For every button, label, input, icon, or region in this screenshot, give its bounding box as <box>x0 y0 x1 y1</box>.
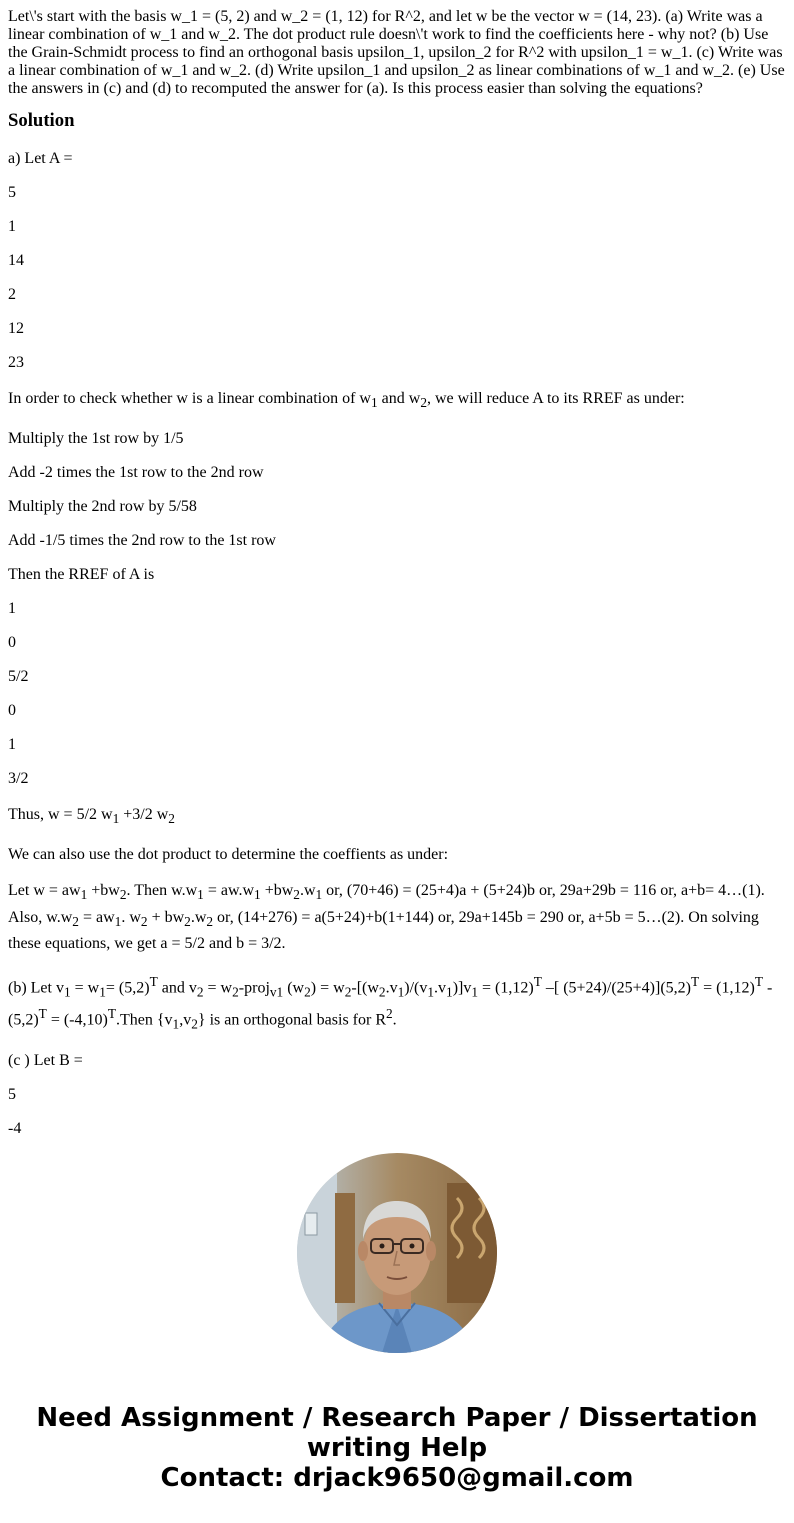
solution-document <box>8 8 788 1154</box>
matrix-a-entry: 14 <box>8 252 24 269</box>
solution-heading: Solution <box>8 110 75 131</box>
rref-entry: 0 <box>8 702 16 720</box>
part-a-intro: a) Let A = <box>8 150 73 167</box>
part-c-intro: (c ) Let B = <box>8 1051 83 1069</box>
tutor-avatar <box>297 1153 497 1353</box>
matrix-a-entry: 2 <box>8 286 16 303</box>
question-text: Let\'s start with the basis w_1 = (5, 2) and w_2 = (1, 12) for R^2, and let w be the vector w = (14, 23). (a) Write was a linear combination of w_1 and w_2. The dot product rule doesn\'t work to find the coefficients here - why not? (b) Use the Grain-Schmidt process to find an orthogonal basis upsilon_1, upsilon_2 for R^2 with upsilon_1 = w_1. (c) Write was a linear combination of w_1 and w_2. (d) Write upsilon_1 and upsilon_2 as linear combinations of w_1 and w_2. (e) Use the answers in (c) and (d) to recomputed the answer for (a). Is this process easier than solving the equations? <box>8 8 785 97</box>
tutor-portrait-image <box>297 1153 497 1353</box>
row-operation-step: Multiply the 2nd row by 5/58 <box>8 498 197 516</box>
rref-entry: 1 <box>8 600 16 618</box>
rref-check-text: In order to check whether w is a linear combination of $w_1$ and $w_2$, we will reduce A to its RREF as under: <box>8 390 685 411</box>
promo-banner <box>0 1403 794 1493</box>
dot-product-intro: We can also use the dot product to determine the coeffients as under: <box>8 846 449 864</box>
dot-product-derivation: Let $w = aw_1 +bw_2$. Then $w.w_1 = aw.w_1 +bw_2.w_1$ or, (70+46) = (25+4)a + (5+24)b or, 29a+29b = 116 or, a+b= 4…(1). Also, $w.w_2 = aw_1$. $w_2 + bw_2.w_2$ or, (14+276) = a(5+24)+b(1+144) or, 29a+145b = 290 or, a+5b = 5…(2). On solving these equations, we get a = 5/2 and b = 3/2. <box>8 882 765 952</box>
rref-intro: Then the RREF of A is <box>8 566 155 584</box>
rref-entry: 0 <box>8 634 16 652</box>
part-b-gram-schmidt: (b) Let $v_1 = w_1= (5,2)^T$ and $v_2$ = $w_2-proj_{v1}$ $(w_2) = w_2-[(w_2.v_1)/(v_1.v_1)]v_1 = (1,12)^T$ –[ $(5+24)/(25+4)](5,2)^T = (1,12)^T$ $-(5,2)^T$ = $(-4,10)^T.Then$ $\{v_1,v_2\}$ is an orthogonal basis for $R^2$. <box>8 973 773 1032</box>
matrix-b-entry: 5 <box>8 1085 16 1103</box>
rref-entry: 3/2 <box>8 770 29 788</box>
promo-line: Need Assignment / Research Paper / Dissertation <box>36 1403 758 1433</box>
matrix-a-entry: 1 <box>8 218 16 235</box>
rref-entry: 1 <box>8 736 16 754</box>
rref-entry: 5/2 <box>8 668 29 686</box>
matrix-a-entry: 12 <box>8 320 24 337</box>
row-operation-step: Add -2 times the 1st row to the 2nd row <box>8 464 264 482</box>
matrix-a-entry: 23 <box>8 354 24 371</box>
promo-contact: Contact: drjack9650@gmail.com <box>160 1463 634 1493</box>
row-operation-step: Multiply the 1st row by 1/5 <box>8 430 184 448</box>
row-operation-step: Add -1/5 times the 2nd row to the 1st row <box>8 532 276 550</box>
matrix-a-entry: 5 <box>8 184 16 201</box>
promo-line: writing Help <box>306 1433 488 1463</box>
matrix-b-entry: -4 <box>8 1119 22 1137</box>
thus-result: Thus, w = 5/2 $w_1 +3/2$ $w_2$ <box>8 806 175 827</box>
